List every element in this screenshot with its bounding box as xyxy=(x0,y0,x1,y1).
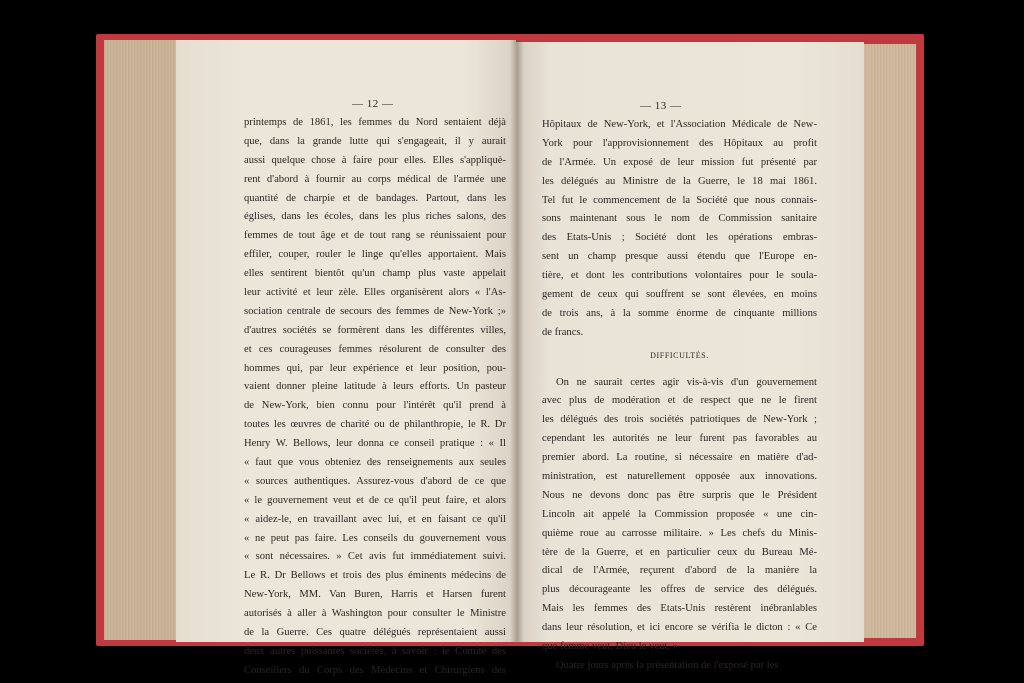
section-heading: DIFFICULTÉS. xyxy=(650,350,709,360)
text-line: de New-York, bien connu pour l'intérêt qu'il prend à xyxy=(244,400,506,412)
text-line: les délégués des trois sociétés patriotiques de New-York ; xyxy=(542,414,817,426)
text-line: de francs. xyxy=(542,326,584,338)
right-page-text xyxy=(542,116,817,676)
text-line: que femme veut, Dieu le veut. » xyxy=(542,641,678,653)
text-line: On ne saurait certes agir vis-à-vis d'un gouvernement xyxy=(556,376,817,388)
left-page-edges xyxy=(104,40,176,640)
text-line: elles sentirent bientôt qu'un champ plus vaste appelait xyxy=(244,268,506,280)
text-line: leur activité et leur zèle. Elles organisèrent alors « l'As- xyxy=(244,287,506,299)
text-line: Le R. Dr Bellows et trois des plus éminents médecins de xyxy=(244,570,506,582)
text-line: Conseillers du Corps des Médecins et Chirurgiens des xyxy=(244,664,506,676)
text-line: gement de ceux qui souffrent se sont élevées, en moins xyxy=(542,289,817,301)
text-line: de la Guerre. Ces quatre délégués représentaient aussi xyxy=(244,627,506,639)
text-line: sent un champ presque aussi étendu que l'Europe en- xyxy=(542,251,817,263)
text-line: « faut que vous obteniez des renseignements aux seules xyxy=(244,457,506,469)
text-line: que, dans la grande lutte qui s'engageait, il y aurait xyxy=(244,135,506,147)
left-page-text xyxy=(244,114,506,681)
text-line: plus décourageante les offres de service des délégués. xyxy=(542,584,817,596)
text-line: les délégués au Ministre de la Guerre, le 18 mai 1861. xyxy=(542,175,817,187)
text-line: effiler, couper, rouler le linge qu'elles apportaient. Mais xyxy=(244,249,506,261)
text-line: Mais les femmes des Etats-Unis restèrent inébranlables xyxy=(542,603,817,615)
text-line: vaient donner pleine latitude à leurs efforts. Un pasteur xyxy=(244,381,506,393)
text-line: tière, et dont les contributions volontaires pour le soula- xyxy=(542,270,817,282)
text-line: Lincoln ait appelé la Commission proposée « une cin- xyxy=(542,508,817,520)
text-line: de trois ans, à la somme énorme de cinquante millions xyxy=(542,307,817,319)
text-line: quième roue au carrosse militaire. » Les chefs du Minis- xyxy=(542,527,817,539)
text-line: « aidez-le, en travaillant avec lui, et en faisant ce qu'il xyxy=(244,513,506,525)
text-line: « le gouvernement veut et de ce qu'il peut faire, et alors xyxy=(244,494,506,506)
text-line: ministration, est naturellement opposée aux innovations. xyxy=(542,471,817,483)
left-page xyxy=(176,40,516,676)
text-line: églises, dans les écoles, dans les plus riches salons, des xyxy=(244,211,506,223)
text-line: avec plus de modération et de respect que ne le firent xyxy=(542,395,817,407)
text-line: femmes de tout âge et de tout rang se réunissaient pour xyxy=(244,230,506,242)
text-line: et ces courageuses femmes résolurent de consulter des xyxy=(244,343,506,355)
right-page-number: — 13 — xyxy=(640,100,682,112)
text-line: Tel fut le commencement de la Société que nous connais- xyxy=(542,194,817,206)
text-line: toutes les œuvres de charité ou de philanthropie, le R. Dr xyxy=(244,419,506,431)
text-line: aussi quelque chose à faire pour elles. Elles s'appliquè- xyxy=(244,154,506,166)
text-line: des Etats-Unis ; Société dont les opérations embras- xyxy=(542,232,817,244)
text-line: printemps de 1861, les femmes du Nord sentaient déjà xyxy=(244,117,506,128)
right-page-edges xyxy=(862,44,916,638)
text-line: quantité de charpie et de bandages. Partout, dans les xyxy=(244,192,506,204)
text-line: de l'Armée. Un exposé de leur mission fut présenté par xyxy=(542,156,817,168)
text-line: rent d'abord à fournir au corps médical de l'armée une xyxy=(244,173,506,185)
text-line: premier abord. La routine, si nécessaire en matière d'ad- xyxy=(542,452,817,464)
text-line: sociation centrale de secours des femmes de New-York ;» xyxy=(244,305,506,317)
text-line: New-York, MM. Van Buren, Harris et Harsen furent xyxy=(244,589,506,601)
text-line: York pour l'approvisionnement des Hôpitaux au profit xyxy=(542,137,817,149)
text-line: d'autres sociétés se formèrent dans les différentes villes, xyxy=(244,324,506,336)
text-line: autorisés à aller à Washington pour consulter le Ministre xyxy=(244,608,506,620)
text-line: « sont nécessaires. » Cet avis fut immédiatement suivi. xyxy=(244,551,506,563)
text-line: tère de la Guerre, et en particulier ceux du Bureau Mé- xyxy=(542,546,817,558)
text-line: Hôpitaux de New-York, et l'Association Médicale de New- xyxy=(542,119,817,130)
text-line: Henry W. Bellows, leur donna ce conseil pratique : « Il xyxy=(244,438,506,450)
text-line: dans leur résolution, et ici encore se vérifia le dicton : « Ce xyxy=(542,622,817,634)
text-line: hommes qui, par leur expérience et leur position, pou- xyxy=(244,362,506,374)
text-line: « sources authentiques. Assurez-vous d'abord de ce que xyxy=(244,475,506,487)
text-line: dical de l'Armée, reçurent d'abord de la manière la xyxy=(542,565,817,577)
text-line: cependant les autorités ne leur furent pas favorables au xyxy=(542,433,817,445)
right-page xyxy=(516,42,864,671)
text-line: sons maintenant sous le nom de Commission sanitaire xyxy=(542,213,817,225)
book-gutter xyxy=(510,40,524,642)
text-line: Quatre jours après la présentation de l'exposé par les xyxy=(556,659,779,671)
left-page-number: — 12 — xyxy=(352,98,394,110)
text-line: « ne peut pas faire. Les conseils du gouvernement vous xyxy=(244,532,506,544)
text-line: Nous ne devons donc pas être surpris que le Président xyxy=(542,489,817,501)
text-line: deux autres puissantes sociétés, à savoir : le Comité des xyxy=(244,645,506,657)
